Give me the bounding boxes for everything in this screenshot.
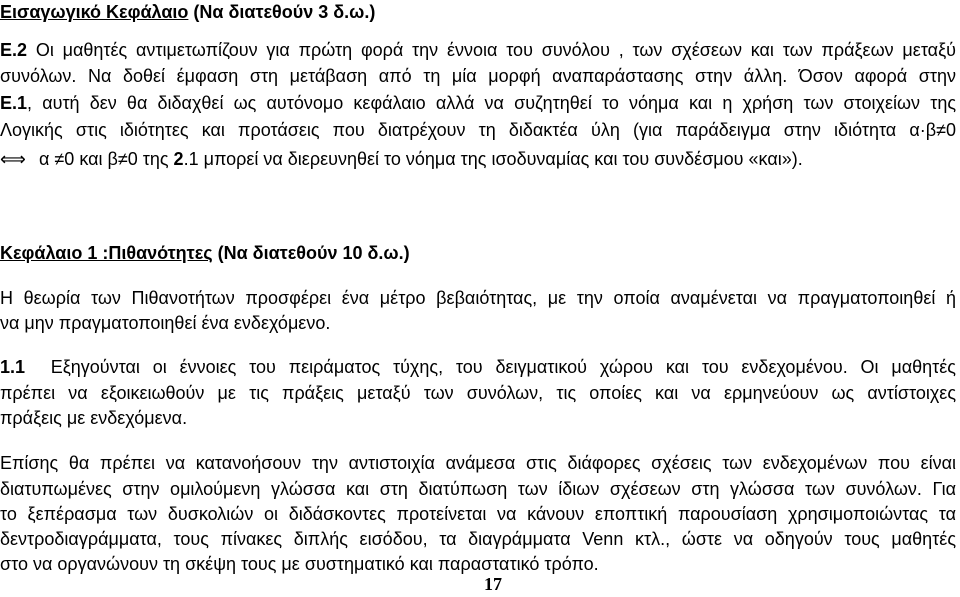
section-1-1-line-2: [0, 382, 956, 404]
chapter1-para3-line-3: [0, 503, 956, 525]
chapter1-para3-text-3: το ξεπέρασμα των δυσκολιών οι διδάσκοντες προτείνεται να κάνουν εποπτική παρουσίαση χρησιμοποιώντας τα: [0, 504, 956, 524]
equivalence-arrow-icon: ⟺: [0, 149, 26, 169]
chapter1-para3-text-1: Επίσης θα πρέπει να κατανοήσουν την αντιστοιχία ανάμεσα στις διάφορες σχέσεις των ενδεχομένων που είναι: [0, 453, 956, 473]
chapter1-para1-text-2: να μην πραγματοποιηθεί ένα ενδεχόμενο.: [0, 313, 331, 333]
chapter1-para3-text-2: διατυπωμένες στην ομιλούμενη γλώσσα και στη διατύπωση των ίδιων σχέσεων στη γλώσσα των συνόλων. Για: [0, 479, 956, 499]
intro-ref-2: 2: [173, 149, 184, 169]
intro-e2-text-1: Οι μαθητές αντιμετωπίζουν για πρώτη φορά την έννοια του συνόλου , των σχέσεων και των πράξεων μεταξύ: [35, 40, 956, 60]
intro-e2-line-1: [0, 39, 956, 61]
chapter1-para3-line-2: [0, 478, 956, 500]
section-1-1-line-1: [0, 356, 956, 378]
chapter1-para1-text-1: Η θεωρία των Πιθανοτήτων προσφέρει ένα μέτρο βεβαιότητας, με την οποία αναμένεται να πραγματοποιηθεί ή: [0, 288, 956, 308]
chapter1-para3-text-4: δεντροδιαγράμματα, τους πίνακες διπλής εισόδου, τα διαγράμματα Venn κτλ., ώστε να οδηγούν τους μαθητές: [0, 529, 956, 549]
section-1-1-text-2: πρέπει να εξοικειωθούν με τις πράξεις μεταξύ των συνόλων, τις οποίες και να ερμηνεύουν ως αντίστοιχες: [0, 383, 956, 403]
intro-e2-text-2: συνόλων. Να δοθεί έμφαση στη μετάβαση από τη μία μορφή αναπαράστασης στην άλλη. Όσον αφορά στην: [0, 66, 956, 86]
e1-label: Ε.1: [0, 93, 28, 113]
intro-text-5a: α ≠0 και β≠0 της: [39, 149, 174, 169]
section-1-1-text-3: πράξεις με ενδεχόμενα.: [0, 408, 188, 428]
intro-line-4: [0, 119, 956, 141]
section-1-1-label: 1.1: [0, 357, 26, 377]
chapter1-para3-line-5: [0, 553, 599, 575]
intro-text-4: Λογικής στις ιδιότητες και προτάσεις που διατρέχουν τη διδακτέα ύλη (για παράδειγμα στην ιδιότητα α·β≠0: [0, 120, 956, 140]
chapter1-para1-line-1: [0, 287, 956, 309]
intro-line-5: [0, 148, 803, 170]
chapter1-para3-line-1: [0, 452, 956, 474]
intro-heading-note: (Να διατεθούν 3 δ.ω.): [193, 2, 376, 22]
intro-e1-text: , αυτή δεν θα διδαχθεί ως αυτόνομο κεφάλαιο αλλά να συζητηθεί το νόημα και η χρήση των στοιχείων της: [27, 93, 956, 113]
intro-e1-line: [0, 92, 956, 114]
intro-text-5b: .1 μπορεί να διερευνηθεί το νόημα της ισοδυναμίας και του συνδέσμου «και»).: [183, 149, 803, 169]
page-number: 17: [484, 574, 502, 594]
chapter1-para1-line-2: [0, 312, 330, 334]
intro-heading-line: [0, 1, 375, 23]
intro-heading: Εισαγωγικό Κεφάλαιο: [0, 2, 189, 22]
section-1-1-line-3: [0, 407, 187, 429]
chapter1-heading-line: [0, 242, 410, 264]
e2-label: Ε.2: [0, 40, 28, 60]
intro-e2-line-2: [0, 65, 956, 87]
section-1-1-text-1: Εξηγούνται οι έννοιες του πειράματος τύχης, του δειγματικού χώρου και του ενδεχομένου. Οι μαθητές: [50, 357, 956, 377]
chapter1-heading: Κεφάλαιο 1 :Πιθανότητες: [0, 243, 213, 263]
chapter1-para3-text-5: στο να οργανώνουν τη σκέψη τους με συστηματικό και παραστατικό τρόπο.: [0, 554, 599, 574]
chapter1-heading-note: (Να διατεθούν 10 δ.ω.): [217, 243, 410, 263]
chapter1-para3-line-4: [0, 528, 956, 550]
